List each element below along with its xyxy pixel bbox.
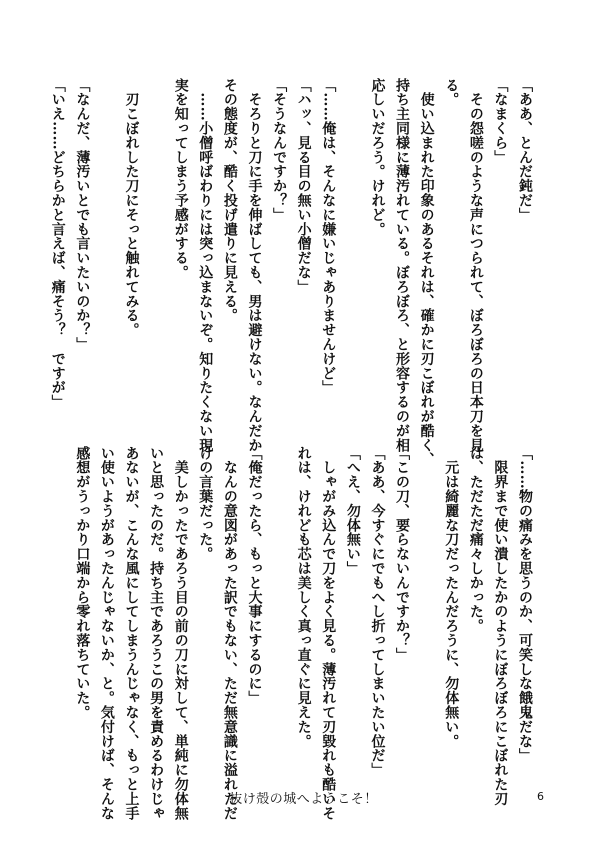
text-column: い使いようがあったんじゃないか、と。気付けば、そんな	[98, 446, 115, 821]
text-column: 実を知ってしまう予感がする。	[172, 78, 189, 280]
text-column: 刃こぼれした刀にそっと触れてみる。	[123, 78, 140, 338]
text-column: なんの意図があった訳でもない、ただ無意識に溢れただ	[221, 446, 238, 821]
text-column: その態度が、酷く投げ遣りに見える。	[221, 78, 238, 323]
text-column	[414, 446, 439, 791]
text-column: 「へえ、勿体無い」	[344, 446, 361, 576]
text-column: 「この刀、要らないんですか？」	[394, 446, 411, 662]
text-column: 美しかったであろう目の前の刀に対して、単純に勿体無	[172, 446, 189, 821]
text-column: 「俺だったら、もっと大事にするのに」	[246, 446, 263, 706]
text-column: れは、けれども芯は美しく真っ直ぐに見えた。	[295, 446, 312, 749]
text-column: 「ああ、今すぐにでもへし折ってしまいたい位だ」	[369, 446, 386, 778]
text-column	[94, 78, 119, 423]
text-column	[340, 78, 365, 423]
text-column: 感想がうっかり口端から零れ落ちていた。	[74, 446, 91, 720]
text-column: 「いえ……どちらかと言えば、痛そう？ ですが」	[49, 78, 66, 410]
text-column: 「なんだ、薄汚いとでも言いたいのか？」	[74, 78, 91, 352]
text-column	[144, 78, 169, 423]
text-column: しゃがみ込んで刀をよく見る。薄汚れて刃毀れも酷いそ	[320, 446, 337, 821]
text-column: 持ち主同様に薄汚れている。ぼろぼろ、と形容するのが相	[394, 78, 411, 453]
text-column: いと思ったのだ。持ち主であろうこの男を責めるわけじゃ	[148, 446, 165, 821]
text-column: 「そうなんですか？」	[271, 78, 288, 222]
upper-text-block	[45, 78, 537, 467]
text-column: けの言葉だった。	[197, 446, 214, 562]
text-column: あないが、こんな風にしてしまうんじゃなく、もっと上手	[123, 446, 140, 821]
text-column: る。	[443, 78, 460, 107]
page-number: 6	[537, 790, 544, 803]
text-column: 「……物の痛みを思うのか、可笑しな餓鬼だな」	[517, 446, 533, 763]
text-column: その怨嗟のような声につられて、ぼろぼろの日本刀を見	[467, 78, 484, 453]
text-column: ……小僧呼ばわりには突っ込まないぞ。知りたくない現	[197, 78, 214, 453]
text-column: 「ああ、とんだ鈍だ」	[517, 78, 533, 222]
text-column	[266, 446, 291, 791]
text-column: 限界まで使い潰したかのようにぼろぼろにこぼれた刃	[492, 446, 509, 806]
text-column: 「ハッ、見る目の無い小僧だな」	[295, 78, 312, 294]
text-column: 応しいだろう。けれど。	[369, 78, 386, 237]
text-column: 使い込まれた印象のあるそれは、確かに刃こぼれが酷く、	[418, 78, 435, 467]
text-column: 元は綺麗な刀だったんだろうに、勿体無い。	[443, 446, 460, 749]
text-column: 「なまくら」	[492, 78, 509, 165]
footer-book-title: 抜け殻の城へようこそ！	[229, 792, 378, 807]
page-footer	[0, 788, 607, 812]
text-column: 「……俺は、そんなに嫌いじゃありませんけど」	[320, 78, 337, 395]
text-column: は、ただただ痛々しかった。	[467, 446, 484, 634]
text-column: そろりと刀に手を伸ばしても、男は避けない。なんだか	[246, 78, 263, 453]
